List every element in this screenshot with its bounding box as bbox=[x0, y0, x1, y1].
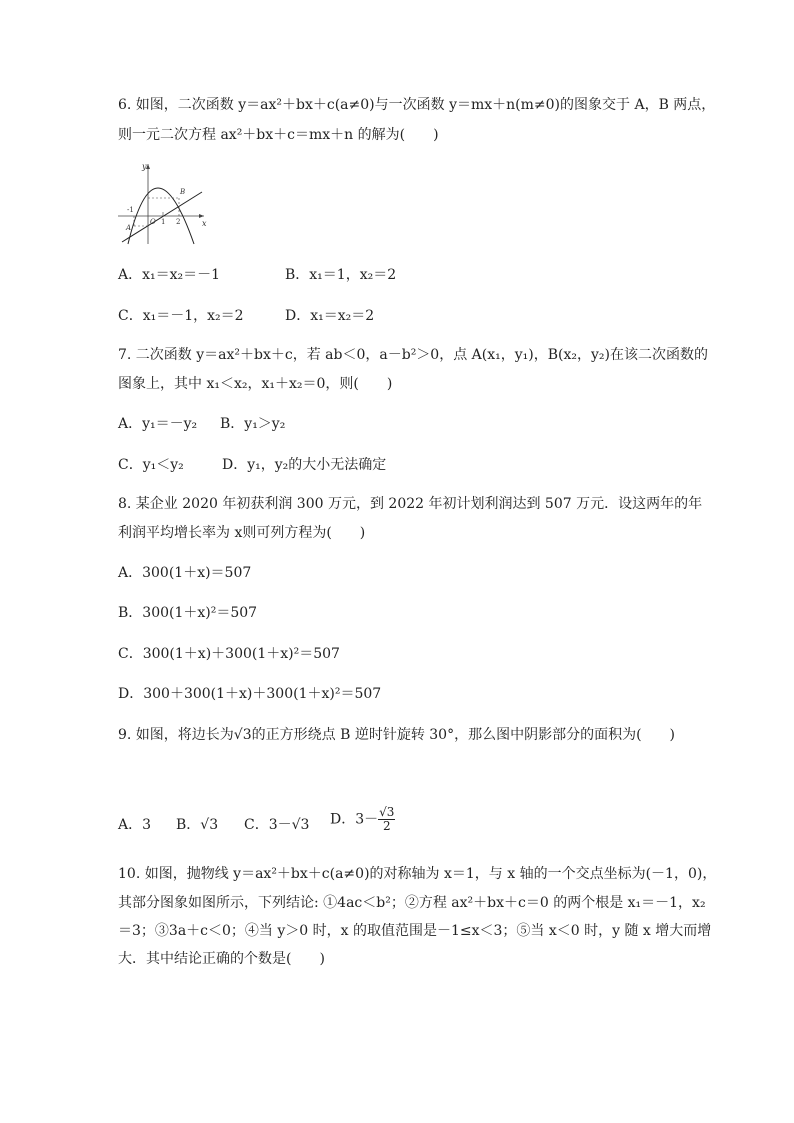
q7-option-b[interactable]: B．y₁＞y₂ bbox=[220, 416, 286, 432]
q7-stem-line2: 图象上，其中 x₁＜x₂，x₁＋x₂＝0，则( ) bbox=[118, 376, 393, 392]
q7-option-a[interactable]: A．y₁＝－y₂ bbox=[118, 416, 198, 432]
q9-option-a[interactable]: A．3 bbox=[118, 817, 152, 833]
q6-option-b[interactable]: B．x₁＝1，x₂＝2 bbox=[285, 267, 397, 283]
fraction-denominator: 2 bbox=[382, 819, 391, 833]
q6-stem-line1: 6. 如图，二次函数 y＝ax²＋bx＋c(a≠0)与一次函数 y＝mx＋n(m≠0)的图象交于 A，B 两点， bbox=[118, 97, 716, 113]
q9-option-c[interactable]: C．3－√3 bbox=[244, 817, 310, 833]
q10-stem-line3: ＝3；③3a＋c＜0；④当 y＞0 时，x 的取值范围是－1≤x＜3；⑤当 x＜0 时，y 随 x 增大而增 bbox=[118, 923, 712, 939]
q6-option-a[interactable]: A．x₁＝x₂＝－1 bbox=[118, 267, 221, 283]
q9-stem-line1: 9. 如图，将边长为√3的正方形绕点 B 逆时针旋转 30°，那么图中阴影部分的面积为( ) bbox=[118, 727, 676, 743]
q8-option-d[interactable]: D．300＋300(1＋x)＋300(1＋x)²＝507 bbox=[118, 686, 382, 702]
y-axis-label: y bbox=[142, 162, 147, 171]
tick-2-label: 2 bbox=[176, 218, 181, 226]
q10-stem-line4: 大．其中结论正确的个数是( ) bbox=[118, 951, 325, 967]
q8-option-b[interactable]: B．300(1＋x)²＝507 bbox=[118, 605, 258, 621]
q9-option-d[interactable] bbox=[330, 806, 395, 833]
q9-option-b[interactable]: B．√3 bbox=[176, 817, 219, 833]
q6-graph-figure bbox=[118, 160, 208, 245]
q7-option-c[interactable]: C．y₁＜y₂ bbox=[118, 457, 184, 473]
q6-option-c[interactable]: C．x₁＝－1，x₂＝2 bbox=[118, 308, 244, 324]
q7-option-d[interactable]: D．y₁，y₂的大小无法确定 bbox=[222, 457, 387, 473]
q9-option-d-prefix: D．3－ bbox=[330, 811, 379, 828]
tick-1-label: 1 bbox=[161, 218, 166, 226]
q10-stem-line1: 10. 如图，抛物线 y＝ax²＋bx＋c(a≠0)的对称轴为 x＝1，与 x 轴的一个交点坐标为(－1，0)， bbox=[118, 866, 717, 882]
q6-option-d[interactable]: D．x₁＝x₂＝2 bbox=[285, 308, 375, 324]
q6-stem-line2: 则一元二次方程 ax²＋bx＋c＝mx＋n 的解为( ) bbox=[118, 127, 439, 143]
q7-stem-line1: 7. 二次函数 y＝ax²＋bx＋c，若 ab＜0，a－b²＞0，点 A(x₁，y₁)，B(x₂，y₂)在该二次函数的 bbox=[118, 347, 708, 363]
q10-stem-line2: 其部分图象如图所示，下列结论: ①4ac＜b²；②方程 ax²＋bx＋c＝0 的两个根是 x₁＝－1，x₂ bbox=[118, 895, 706, 911]
point-b-label: B bbox=[180, 188, 186, 196]
q9-option-d-fraction bbox=[378, 806, 395, 833]
tick-neg1-label: -1 bbox=[127, 206, 134, 214]
q8-option-c[interactable]: C．300(1＋x)＋300(1＋x)²＝507 bbox=[118, 646, 340, 662]
origin-label: O bbox=[150, 218, 156, 226]
fraction-numerator: √3 bbox=[379, 805, 395, 819]
q8-option-a[interactable]: A．300(1＋x)＝507 bbox=[118, 565, 252, 581]
q8-stem-line2: 利润平均增长率为 x则可列方程为( ) bbox=[118, 525, 366, 541]
x-axis-label: x bbox=[202, 219, 207, 228]
point-a-label: A bbox=[126, 224, 132, 232]
q8-stem-line1: 8. 某企业 2020 年初获利润 300 万元，到 2022 年初计划利润达到 507 万元．设这两年的年 bbox=[118, 496, 703, 512]
